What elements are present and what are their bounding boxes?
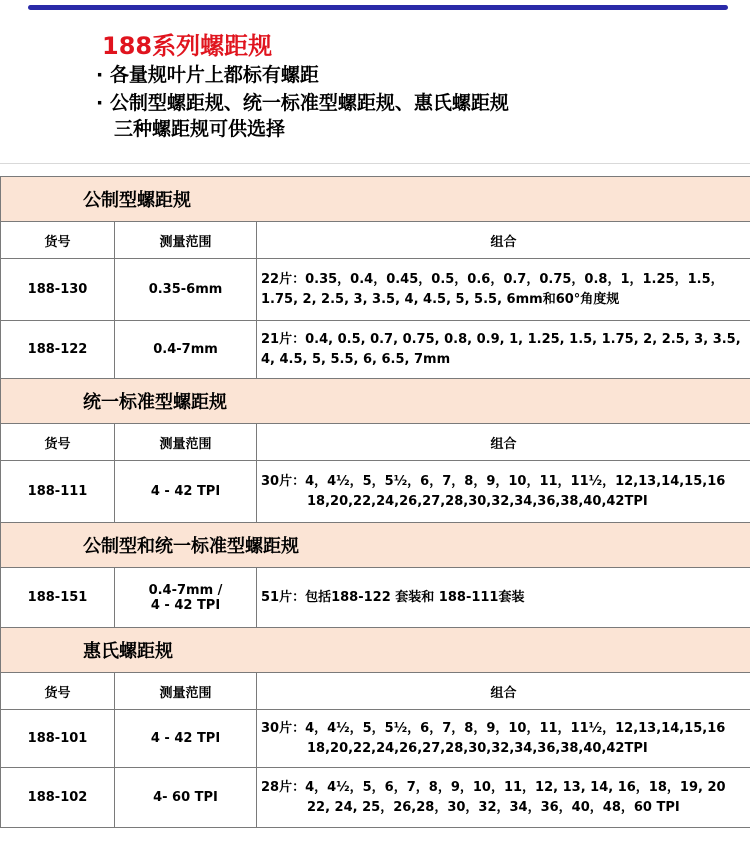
measure-range: 0.4-7mm xyxy=(115,321,257,379)
feature-bullet-2: · 公制型螺距规、统一标准型螺距规、惠氏螺距规 xyxy=(96,92,509,114)
combination: 51片：包括188-122 套装和 188-111套装 xyxy=(257,568,750,628)
spec-table xyxy=(0,176,750,828)
table-row xyxy=(1,321,750,379)
combination xyxy=(257,321,750,379)
item-code: 188-130 xyxy=(1,259,115,321)
item-code: 188-101 xyxy=(1,710,115,768)
product-header xyxy=(0,0,750,160)
column-header-range: 测量范围 xyxy=(115,222,257,259)
combination-line-1: 30片：4，4½，5，5½，6，7，8，9，10，11，11½，12,13,14,15,16 xyxy=(261,720,726,736)
item-code: 188-111 xyxy=(1,461,115,523)
combination xyxy=(257,461,750,523)
measure-range: 4 - 42 TPI xyxy=(115,461,257,523)
table-row xyxy=(1,568,750,628)
combination-line-2: 18,20,22,24,26,27,28,30,32,34,36,38,40,42TPI xyxy=(307,740,648,756)
combination xyxy=(257,768,750,828)
section-header-row xyxy=(1,628,750,673)
page-title: 188系列螺距规 xyxy=(102,32,273,60)
column-header-range: 测量范围 xyxy=(115,424,257,461)
table-row xyxy=(1,259,750,321)
table-row xyxy=(1,710,750,768)
column-header-code: 货号 xyxy=(1,673,115,710)
combination-line-2: 22, 24, 25，26,28，30，32，34，36，40，48，60 TPI xyxy=(307,799,680,815)
column-header-row xyxy=(1,424,750,461)
section-title: 统一标准型螺距规 xyxy=(1,379,750,424)
column-header-combo: 组合 xyxy=(257,673,750,710)
combination-line-2: 18,20,22,24,26,27,28,30,32,34,36,38,40,42TPI xyxy=(307,493,648,509)
combination-line-1: 30片：4，4½，5，5½，6，7，8，9，10，11，11½，12,13,14,15,16 xyxy=(261,473,726,489)
combination-line-1: 28片：4，4½，5，6，7，8，9，10，11，12, 13, 14, 16，18，19, 20 xyxy=(261,779,726,795)
item-code: 188-122 xyxy=(1,321,115,379)
section-title: 公制型和统一标准型螺距规 xyxy=(1,523,750,568)
combination-line-1: 21片：0.4, 0.5, 0.7, 0.75, 0.8, 0.9, 1, 1.25, 1.5, 1.75, 2, 2.5, 3, 3.5, xyxy=(261,331,741,347)
item-code: 188-151 xyxy=(1,568,115,628)
section-title: 惠氏螺距规 xyxy=(1,628,750,673)
measure-range-line-1: 0.4-7mm / xyxy=(148,582,223,598)
measure-range xyxy=(115,568,257,628)
column-header-row xyxy=(1,673,750,710)
combination-line-2: 1.75, 2, 2.5, 3, 3.5, 4, 4.5, 5, 5.5, 6mm和60°角度规 xyxy=(261,291,620,307)
combination xyxy=(257,259,750,321)
combination-line-1: 22片：0.35，0.4，0.45，0.5，0.6，0.7，0.75，0.8，1，1.25，1.5， xyxy=(261,271,724,287)
measure-range: 4- 60 TPI xyxy=(115,768,257,828)
measure-range: 4 - 42 TPI xyxy=(115,710,257,768)
table-row xyxy=(1,461,750,523)
measure-range: 0.35-6mm xyxy=(115,259,257,321)
item-code: 188-102 xyxy=(1,768,115,828)
column-header-code: 货号 xyxy=(1,424,115,461)
feature-bullet-1: · 各量规叶片上都标有螺距 xyxy=(96,64,319,86)
feature-bullet-2-continued: 三种螺距规可供选择 xyxy=(114,118,286,140)
measure-range-line-2: 4 - 42 TPI xyxy=(150,597,221,613)
column-header-combo: 组合 xyxy=(257,222,750,259)
column-header-row xyxy=(1,222,750,259)
section-header-row xyxy=(1,177,750,222)
combination-line-2: 4, 4.5, 5, 5.5, 6, 6.5, 7mm xyxy=(261,351,451,367)
section-header-row xyxy=(1,523,750,568)
divider xyxy=(0,163,750,164)
section-header-row xyxy=(1,379,750,424)
section-title: 公制型螺距规 xyxy=(1,177,750,222)
column-header-combo: 组合 xyxy=(257,424,750,461)
table-row xyxy=(1,768,750,828)
combination xyxy=(257,710,750,768)
column-header-code: 货号 xyxy=(1,222,115,259)
column-header-range: 测量范围 xyxy=(115,673,257,710)
